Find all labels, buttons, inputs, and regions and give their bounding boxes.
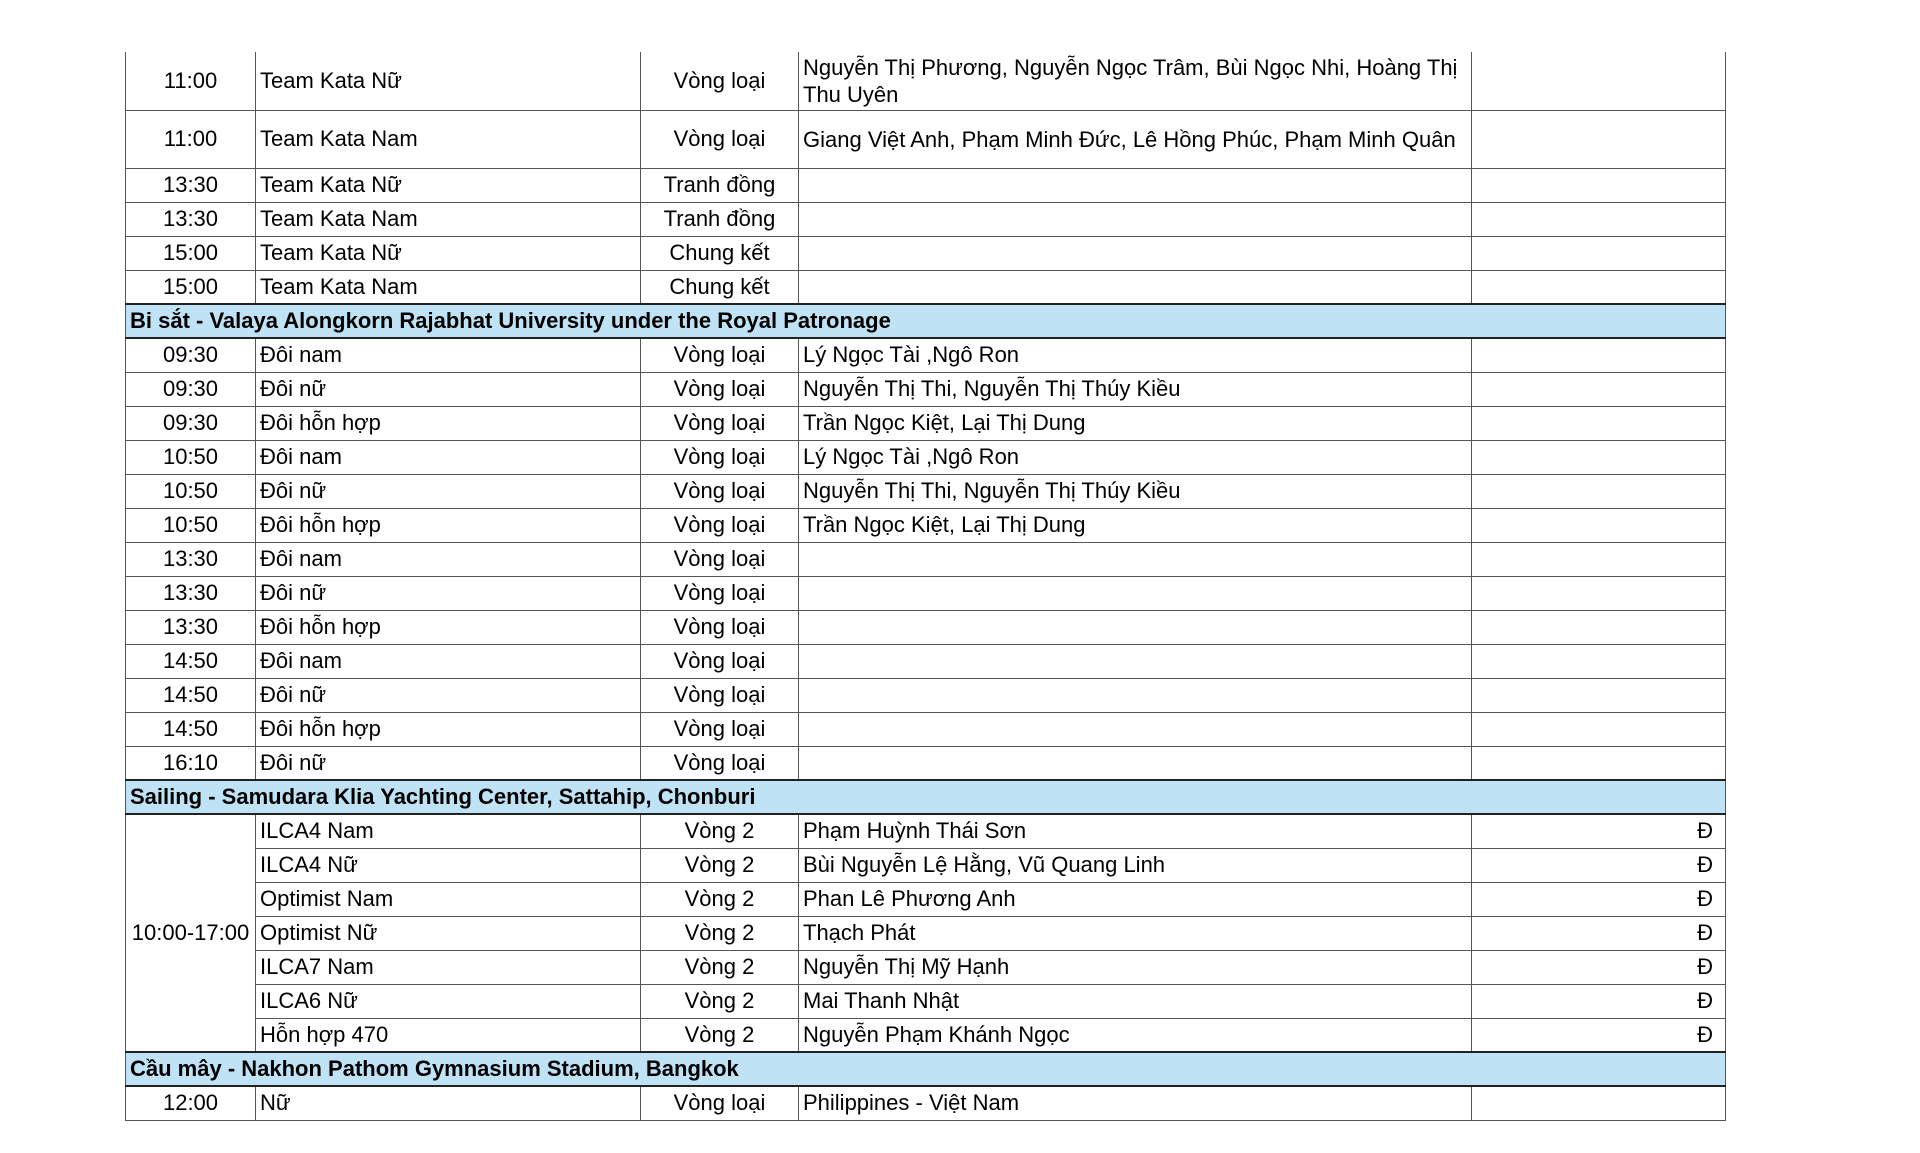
table-row — [126, 406, 1726, 440]
stage-cell: Vòng 2 — [641, 882, 799, 916]
time-cell: 13:30 — [126, 202, 256, 236]
time-cell: 14:50 — [126, 644, 256, 678]
note-cell — [1472, 678, 1726, 712]
event-cell: Hỗn hợp 470 — [256, 1018, 641, 1052]
athletes-cell: Lý Ngọc Tài ,Ngô Ron — [799, 338, 1472, 372]
event-cell: Đôi nữ — [256, 678, 641, 712]
stage-cell: Vòng loại — [641, 644, 799, 678]
athletes-cell: Phan Lê Phương Anh — [799, 882, 1472, 916]
table-row — [126, 882, 1726, 916]
stage-cell: Chung kết — [641, 270, 799, 304]
time-cell: 10:50 — [126, 440, 256, 474]
table-row — [126, 474, 1726, 508]
stage-cell: Tranh đồng — [641, 168, 799, 202]
event-cell: Team Kata Nữ — [256, 168, 641, 202]
event-cell: ILCA7 Nam — [256, 950, 641, 984]
athletes-cell — [799, 746, 1472, 780]
athletes-cell: Nguyễn Phạm Khánh Ngọc — [799, 1018, 1472, 1052]
stage-cell: Vòng loại — [641, 406, 799, 440]
section-header-petanque-title: Bi sắt - Valaya Alongkorn Rajabhat University under the Royal Patronage — [126, 304, 1726, 338]
note-cell: Đ — [1472, 984, 1726, 1018]
stage-cell: Vòng loại — [641, 712, 799, 746]
stage-cell: Chung kết — [641, 236, 799, 270]
note-cell — [1472, 110, 1726, 168]
table-row — [126, 440, 1726, 474]
event-cell: Team Kata Nữ — [256, 236, 641, 270]
stage-cell: Vòng loại — [641, 508, 799, 542]
stage-cell: Vòng loại — [641, 474, 799, 508]
event-cell: Nữ — [256, 1086, 641, 1120]
stage-cell: Vòng loại — [641, 110, 799, 168]
schedule-body — [126, 52, 1726, 1120]
time-cell: 12:00 — [126, 1086, 256, 1120]
athletes-cell: Giang Việt Anh, Phạm Minh Đức, Lê Hồng Phúc, Phạm Minh Quân — [799, 110, 1472, 168]
athletes-cell: Trần Ngọc Kiệt, Lại Thị Dung — [799, 508, 1472, 542]
time-cell: 11:00 — [126, 52, 256, 110]
table-row — [126, 678, 1726, 712]
table-row — [126, 236, 1726, 270]
athletes-cell: Bùi Nguyễn Lệ Hằng, Vũ Quang Linh — [799, 848, 1472, 882]
table-row — [126, 110, 1726, 168]
event-cell: Đôi nam — [256, 542, 641, 576]
stage-cell: Vòng 2 — [641, 916, 799, 950]
athletes-cell — [799, 236, 1472, 270]
event-cell: Team Kata Nam — [256, 270, 641, 304]
event-cell: ILCA4 Nam — [256, 814, 641, 848]
stage-cell: Vòng loại — [641, 440, 799, 474]
stage-cell: Vòng loại — [641, 678, 799, 712]
event-cell: Đôi hỗn hợp — [256, 406, 641, 440]
time-cell: 16:10 — [126, 746, 256, 780]
stage-cell: Vòng loại — [641, 1086, 799, 1120]
table-row — [126, 1086, 1726, 1120]
event-cell: Team Kata Nam — [256, 110, 641, 168]
event-cell: Optimist Nam — [256, 882, 641, 916]
time-cell: 13:30 — [126, 542, 256, 576]
section-header-sepaktakraw-title: Cầu mây - Nakhon Pathom Gymnasium Stadium, Bangkok — [126, 1052, 1726, 1086]
stage-cell: Vòng loại — [641, 542, 799, 576]
athletes-cell — [799, 202, 1472, 236]
stage-cell: Vòng 2 — [641, 984, 799, 1018]
event-cell: Đôi hỗn hợp — [256, 610, 641, 644]
athletes-cell: Thạch Phát — [799, 916, 1472, 950]
note-cell — [1472, 712, 1726, 746]
event-cell: Đôi hỗn hợp — [256, 508, 641, 542]
time-cell: 13:30 — [126, 168, 256, 202]
athletes-cell — [799, 712, 1472, 746]
stage-cell: Vòng loại — [641, 576, 799, 610]
event-cell: ILCA6 Nữ — [256, 984, 641, 1018]
note-cell — [1472, 372, 1726, 406]
athletes-cell: Philippines - Việt Nam — [799, 1086, 1472, 1120]
table-row — [126, 168, 1726, 202]
time-cell: 13:30 — [126, 610, 256, 644]
note-cell — [1472, 610, 1726, 644]
note-cell — [1472, 406, 1726, 440]
table-row — [126, 270, 1726, 304]
stage-cell: Vòng loại — [641, 52, 799, 110]
note-cell: Đ — [1472, 882, 1726, 916]
event-cell: Team Kata Nữ — [256, 52, 641, 110]
table-row — [126, 372, 1726, 406]
stage-cell: Vòng 2 — [641, 814, 799, 848]
athletes-cell — [799, 576, 1472, 610]
time-cell: 09:30 — [126, 406, 256, 440]
stage-cell: Vòng loại — [641, 610, 799, 644]
time-cell: 14:50 — [126, 678, 256, 712]
note-cell: Đ — [1472, 814, 1726, 848]
section-header-sepaktakraw — [126, 1052, 1726, 1086]
note-cell — [1472, 338, 1726, 372]
time-cell-merged: 10:00-17:00 — [126, 814, 256, 1052]
stage-cell: Vòng loại — [641, 338, 799, 372]
note-cell — [1472, 236, 1726, 270]
athletes-cell: Mai Thanh Nhật — [799, 984, 1472, 1018]
note-cell — [1472, 270, 1726, 304]
time-cell: 15:00 — [126, 236, 256, 270]
event-cell: Đôi nữ — [256, 372, 641, 406]
note-cell: Đ — [1472, 848, 1726, 882]
table-row — [126, 916, 1726, 950]
section-header-sailing-title: Sailing - Samudara Klia Yachting Center, Sattahip, Chonburi — [126, 780, 1726, 814]
stage-cell: Vòng 2 — [641, 1018, 799, 1052]
time-cell: 13:30 — [126, 576, 256, 610]
time-cell: 15:00 — [126, 270, 256, 304]
time-cell: 09:30 — [126, 338, 256, 372]
table-row — [126, 576, 1726, 610]
athletes-cell — [799, 270, 1472, 304]
table-row — [126, 202, 1726, 236]
event-cell: Đôi nam — [256, 440, 641, 474]
note-cell — [1472, 644, 1726, 678]
table-row — [126, 644, 1726, 678]
section-header-petanque — [126, 304, 1726, 338]
table-row — [126, 984, 1726, 1018]
event-cell: Đôi nam — [256, 338, 641, 372]
note-cell — [1472, 746, 1726, 780]
athletes-cell — [799, 610, 1472, 644]
event-cell: Team Kata Nam — [256, 202, 641, 236]
athletes-cell: Nguyễn Thị Mỹ Hạnh — [799, 950, 1472, 984]
note-cell — [1472, 52, 1726, 110]
table-row — [126, 950, 1726, 984]
athletes-cell — [799, 678, 1472, 712]
athletes-cell: Lý Ngọc Tài ,Ngô Ron — [799, 440, 1472, 474]
event-cell: Đôi nữ — [256, 474, 641, 508]
note-cell: Đ — [1472, 1018, 1726, 1052]
event-cell: Đôi nữ — [256, 576, 641, 610]
table-row — [126, 746, 1726, 780]
stage-cell: Vòng loại — [641, 746, 799, 780]
note-cell — [1472, 576, 1726, 610]
table-row — [126, 1018, 1726, 1052]
table-row — [126, 848, 1726, 882]
note-cell — [1472, 474, 1726, 508]
athletes-cell: Trần Ngọc Kiệt, Lại Thị Dung — [799, 406, 1472, 440]
event-cell: Đôi nữ — [256, 746, 641, 780]
note-cell: Đ — [1472, 916, 1726, 950]
stage-cell: Vòng loại — [641, 372, 799, 406]
table-row — [126, 338, 1726, 372]
note-cell — [1472, 1086, 1726, 1120]
note-cell — [1472, 440, 1726, 474]
athletes-cell: Nguyễn Thị Phương, Nguyễn Ngọc Trâm, Bùi Ngọc Nhi, Hoàng Thị Thu Uyên — [799, 52, 1472, 110]
section-header-sailing — [126, 780, 1726, 814]
stage-cell: Vòng 2 — [641, 848, 799, 882]
schedule-table — [125, 52, 1726, 1121]
table-row — [126, 508, 1726, 542]
time-cell: 10:50 — [126, 474, 256, 508]
athletes-cell — [799, 542, 1472, 576]
table-row — [126, 52, 1726, 110]
table-row — [126, 542, 1726, 576]
athletes-cell — [799, 168, 1472, 202]
table-row — [126, 712, 1726, 746]
note-cell: Đ — [1472, 950, 1726, 984]
time-cell: 14:50 — [126, 712, 256, 746]
note-cell — [1472, 542, 1726, 576]
time-cell: 10:50 — [126, 508, 256, 542]
note-cell — [1472, 202, 1726, 236]
event-cell: Đôi nam — [256, 644, 641, 678]
table-row — [126, 814, 1726, 848]
time-cell: 09:30 — [126, 372, 256, 406]
athletes-cell: Nguyễn Thị Thi, Nguyễn Thị Thúy Kiều — [799, 372, 1472, 406]
event-cell: Optimist Nữ — [256, 916, 641, 950]
note-cell — [1472, 508, 1726, 542]
event-cell: Đôi hỗn hợp — [256, 712, 641, 746]
athletes-cell — [799, 644, 1472, 678]
note-cell — [1472, 168, 1726, 202]
athletes-cell: Phạm Huỳnh Thái Sơn — [799, 814, 1472, 848]
stage-cell: Vòng 2 — [641, 950, 799, 984]
time-cell: 11:00 — [126, 110, 256, 168]
event-cell: ILCA4 Nữ — [256, 848, 641, 882]
stage-cell: Tranh đồng — [641, 202, 799, 236]
athletes-cell: Nguyễn Thị Thi, Nguyễn Thị Thúy Kiều — [799, 474, 1472, 508]
table-row — [126, 610, 1726, 644]
